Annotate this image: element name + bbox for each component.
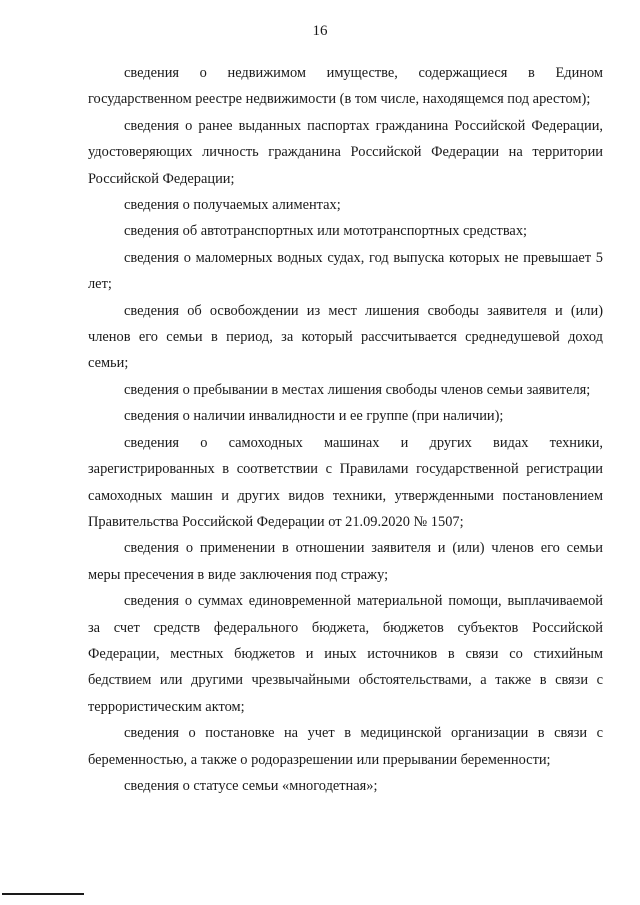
page-number: 16: [312, 23, 328, 39]
paragraph: сведения об освобождении из мест лишения свободы заявителя и (или) членов его семьи в период, за который рассчитывается среднедушевой доход семьи;: [88, 302, 603, 372]
paragraph: сведения об автотранспортных или мототранспортных средствах;: [124, 223, 528, 240]
paragraph: сведения о получаемых алиментах;: [124, 197, 341, 214]
footnote-separator-line: [2, 893, 84, 895]
paragraph: сведения о самоходных машинах и других видах техники, зарегистрированных в соответствии с Правилами государственной регистрации самоходных машин и других видов техники, утвержденными постановлением Правительства Российской Федерации от 21.09.2020 № 1507;: [88, 434, 603, 530]
paragraph: сведения о применении в отношении заявителя и (или) членов его семьи меры пресечения в виде заключения под стражу;: [88, 540, 603, 583]
paragraph: сведения о маломерных водных судах, год выпуска которых не превышает 5 лет;: [88, 249, 603, 293]
paragraph: сведения о недвижимом имуществе, содержащиеся в Едином государственном реестре недвижимости (в том числе, находящемся под арестом);: [88, 65, 603, 108]
paragraph: сведения о суммах единовременной материальной помощи, выплачиваемой за счет средств федерального бюджета, бюджетов субъектов Российской Федерации, местных бюджетов и иных источников в связи со стихийным бедствием или другими чрезвычайными обстоятельствами, а также в связи с террористическим актом;: [88, 593, 603, 715]
paragraph: сведения о ранее выданных паспортах гражданина Российской Федерации, удостоверяющих личность гражданина Российской Федерации на территории Российской Федерации;: [88, 117, 603, 187]
paragraph: сведения о пребывании в местах лишения свободы членов семьи заявителя;: [124, 381, 591, 398]
document-body: [88, 60, 603, 799]
paragraph: сведения о наличии инвалидности и ее группе (при наличии);: [124, 408, 504, 425]
paragraph: сведения о статусе семьи «многодетная»;: [124, 777, 378, 794]
paragraph: сведения о постановке на учет в медицинской организации в связи с беременностью, а также о родоразрешении или прерывании беременности;: [88, 725, 603, 768]
